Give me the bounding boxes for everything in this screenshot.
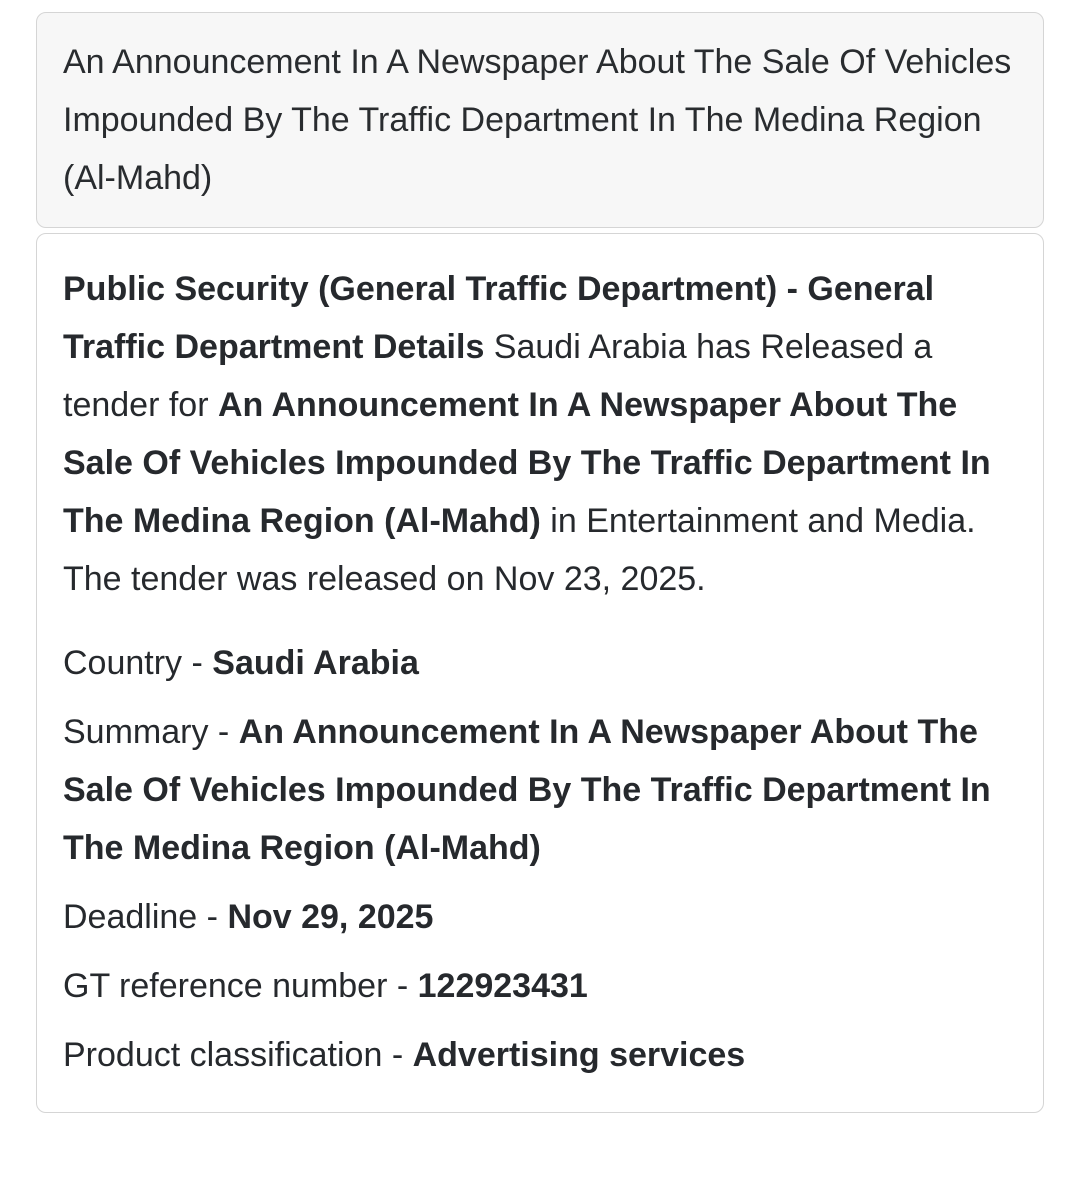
field-row-summary <box>63 703 1017 877</box>
tender-details-card <box>36 233 1044 1113</box>
field-separator: - <box>182 644 213 682</box>
field-row-product-classification <box>63 1026 1017 1084</box>
field-label: Summary <box>63 713 209 751</box>
field-label: Deadline <box>63 898 198 936</box>
field-separator: - <box>387 967 418 1005</box>
tender-title: An Announcement In A Newspaper About The Sale Of Vehicles Impounded By The Traffic Department In The Medina Region (Al-Mahd) <box>63 43 1012 197</box>
field-label: Country <box>63 644 183 682</box>
field-row-gt-reference-number <box>63 957 1017 1015</box>
field-row-deadline <box>63 888 1017 946</box>
description-bold-segment: Public Security (General Traffic Department) - General Traffic Department Details <box>63 270 935 366</box>
tender-fields <box>63 634 1017 1084</box>
field-value: 122923431 <box>417 967 588 1005</box>
field-separator: - <box>208 713 239 751</box>
tender-title-card <box>36 12 1044 228</box>
field-label: Product classification <box>63 1036 383 1074</box>
field-value: Saudi Arabia <box>212 644 419 682</box>
field-value: Advertising services <box>412 1036 746 1074</box>
field-label: GT reference number <box>63 967 388 1005</box>
field-row-country <box>63 634 1017 692</box>
field-value: Nov 29, 2025 <box>227 898 434 936</box>
tender-description <box>63 260 1017 608</box>
field-value: An Announcement In A Newspaper About The Sale Of Vehicles Impounded By The Traffic Department In The Medina Region (Al-Mahd) <box>63 713 991 867</box>
description-bold-segment: An Announcement In A Newspaper About The Sale Of Vehicles Impounded By The Traffic Department In The Medina Region (Al-Mahd) <box>63 386 991 540</box>
field-separator: - <box>197 898 228 936</box>
description-text-segment: in Entertainment and Media. The tender was released on Nov 23, 2025. <box>63 502 976 598</box>
field-separator: - <box>382 1036 413 1074</box>
description-text-segment: Saudi Arabia has Released a tender for <box>63 328 933 424</box>
